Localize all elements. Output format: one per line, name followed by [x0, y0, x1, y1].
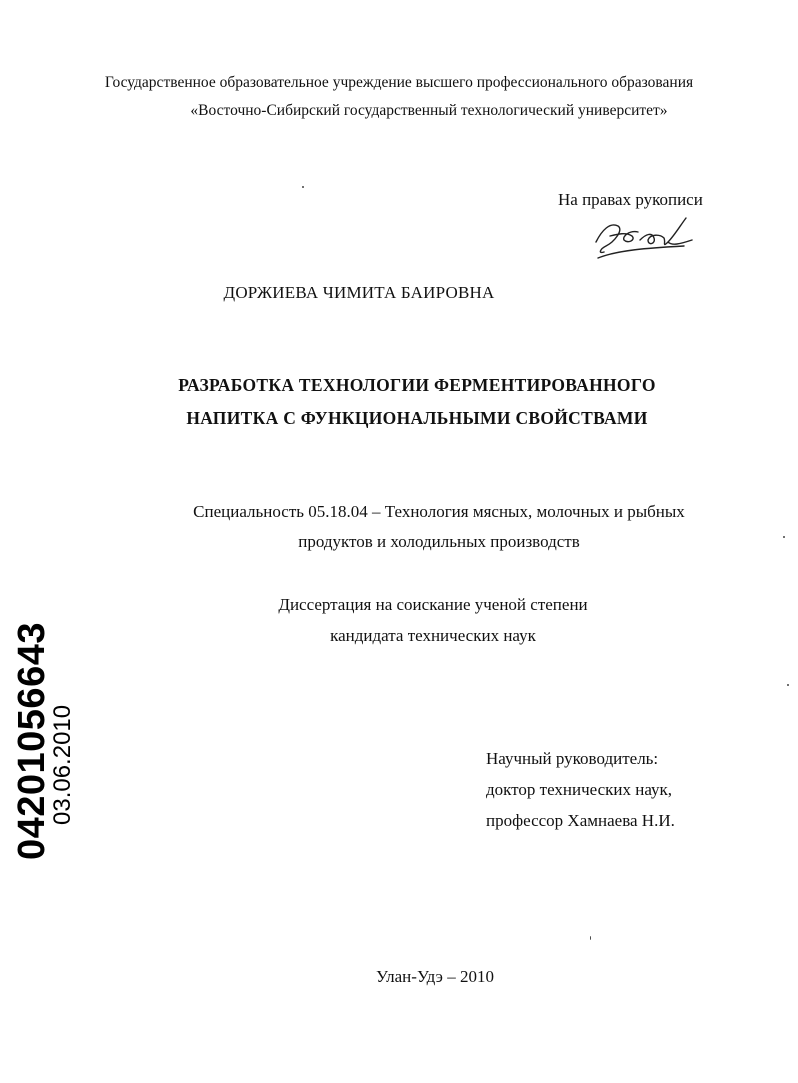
degree-line-1: Диссертация на соискание ученой степени [278, 595, 588, 614]
specialty-line-1: Специальность 05.18.04 – Технология мясных, молочных и рыбных [193, 502, 685, 521]
institution-line-1: Государственное образовательное учреждение высшего профессионального образования [104, 74, 694, 91]
city-year: Улан-Удэ – 2010 [376, 967, 494, 986]
institution-line-2: «Восточно-Сибирский государственный технологический университет» [190, 102, 668, 119]
scan-speck [302, 186, 304, 188]
author-name: ДОРЖИЕВА ЧИМИТА БАИРОВНА [223, 283, 495, 302]
manuscript-note: На правах рукописи [558, 190, 703, 209]
scan-speck [787, 684, 789, 686]
signature-image [588, 212, 698, 260]
degree-line-2: кандидата технических наук [330, 626, 536, 645]
specialty-line-2: продуктов и холодильных производств [298, 532, 580, 551]
supervisor-name: профессор Хамнаева Н.И. [486, 811, 675, 830]
library-stamp-date: 03.06.2010 [49, 704, 76, 825]
library-stamp-number: 04201056643 [11, 622, 53, 860]
thesis-title-line-1: РАЗРАБОТКА ТЕХНОЛОГИИ ФЕРМЕНТИРОВАННОГО [178, 375, 656, 395]
supervisor-degree: доктор технических наук, [486, 780, 673, 799]
supervisor-label: Научный руководитель: [486, 749, 659, 768]
scan-speck [590, 936, 591, 940]
thesis-title-line-2: НАПИТКА С ФУНКЦИОНАЛЬНЫМИ СВОЙСТВАМИ [186, 408, 648, 428]
scan-speck [783, 536, 785, 538]
